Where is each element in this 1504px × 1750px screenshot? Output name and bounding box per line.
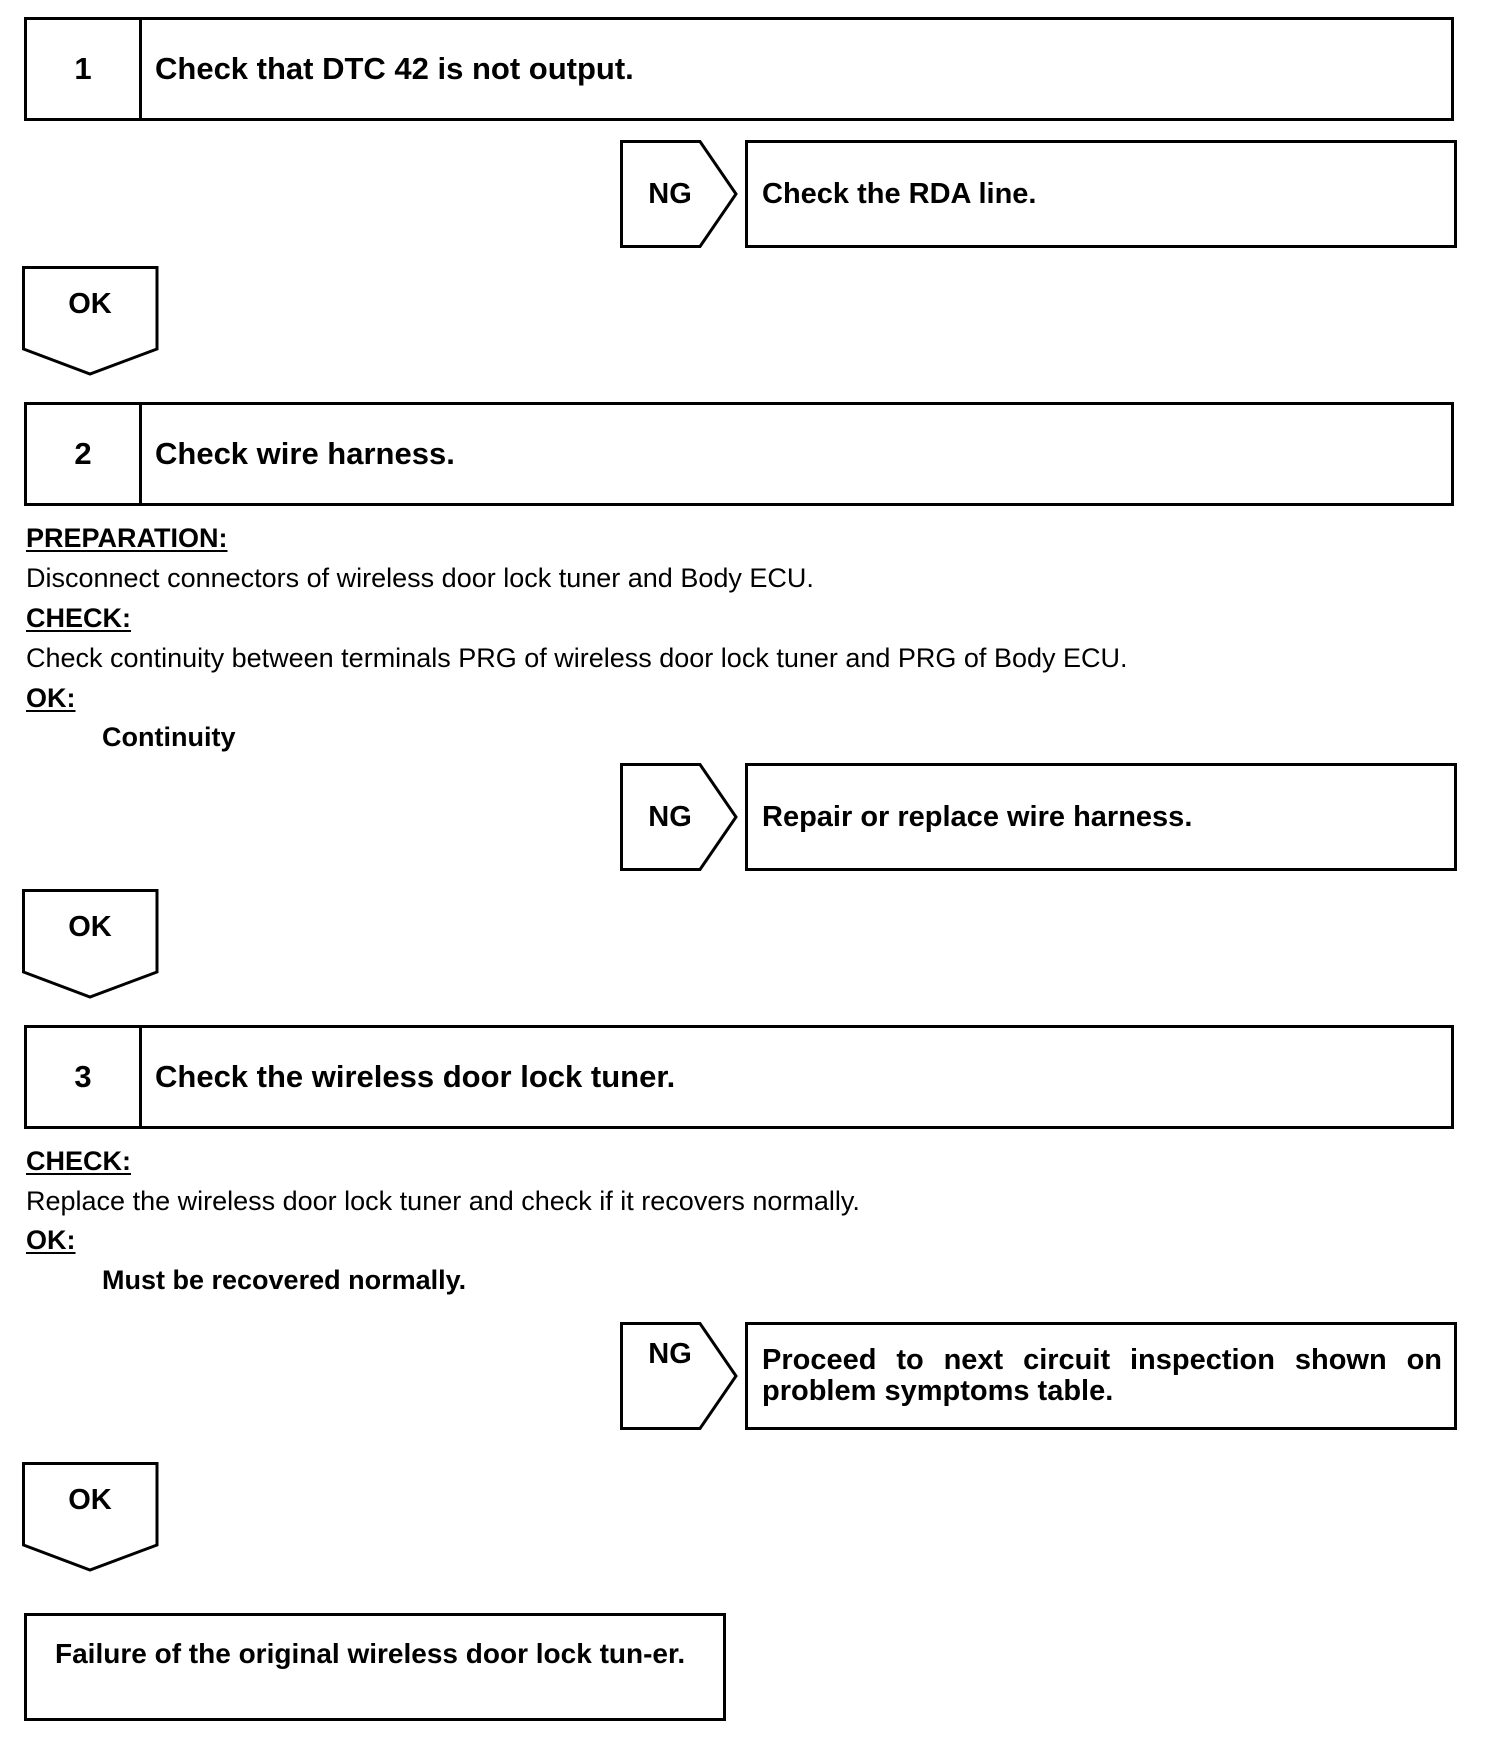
- step-title: Check wire harness.: [155, 436, 455, 471]
- ng-result-box: Proceed to next circuit inspection shown on problem symptoms table.: [745, 1322, 1457, 1430]
- ok-arrow: [22, 1462, 162, 1574]
- ok-arrow-shape: [22, 1462, 162, 1574]
- ng-label: NG: [648, 177, 692, 210]
- check-heading: CHECK:: [26, 1146, 131, 1176]
- step-title: Check that DTC 42 is not output.: [155, 51, 634, 86]
- step-title: Check the wireless door lock tuner.: [155, 1059, 676, 1094]
- final-result-box: Failure of the original wireless door lock tun-er.: [24, 1613, 726, 1721]
- check-text: Replace the wireless door lock tuner and check if it recovers normally.: [26, 1186, 860, 1216]
- ng-arrow: [620, 1322, 740, 1430]
- ok-arrow-shape: [22, 266, 162, 378]
- ok-arrow: [22, 889, 162, 1001]
- step-number: 2: [27, 405, 142, 503]
- ok-label: OK: [68, 288, 112, 320]
- ok-label: OK: [68, 911, 112, 943]
- ok-heading: OK:: [26, 1225, 76, 1255]
- ng-arrow: [620, 140, 740, 248]
- ok-value: Must be recovered normally.: [102, 1265, 467, 1295]
- ng-label: NG: [648, 1338, 692, 1370]
- ng-arrow: [620, 763, 740, 871]
- ng-result-box: Check the RDA line.: [745, 140, 1457, 248]
- step-number: 3: [27, 1028, 142, 1126]
- check-heading: CHECK:: [26, 603, 131, 633]
- ok-arrow: [22, 266, 162, 378]
- preparation-text: Disconnect connectors of wireless door lock tuner and Body ECU.: [26, 563, 814, 593]
- step-number: 1: [27, 20, 142, 118]
- ok-arrow-shape: [22, 889, 162, 1001]
- preparation-heading: PREPARATION:: [26, 523, 228, 553]
- ng-label: NG: [648, 800, 692, 833]
- ok-value: Continuity: [102, 722, 236, 752]
- step-2-box: [24, 402, 1454, 506]
- check-text: Check continuity between terminals PRG of wireless door lock tuner and PRG of Body ECU.: [26, 643, 1128, 673]
- ok-label: OK: [68, 1484, 112, 1516]
- step-3-box: [24, 1025, 1454, 1129]
- step-1-box: [24, 17, 1454, 121]
- ok-heading: OK:: [26, 683, 76, 713]
- ng-result-box: Repair or replace wire harness.: [745, 763, 1457, 871]
